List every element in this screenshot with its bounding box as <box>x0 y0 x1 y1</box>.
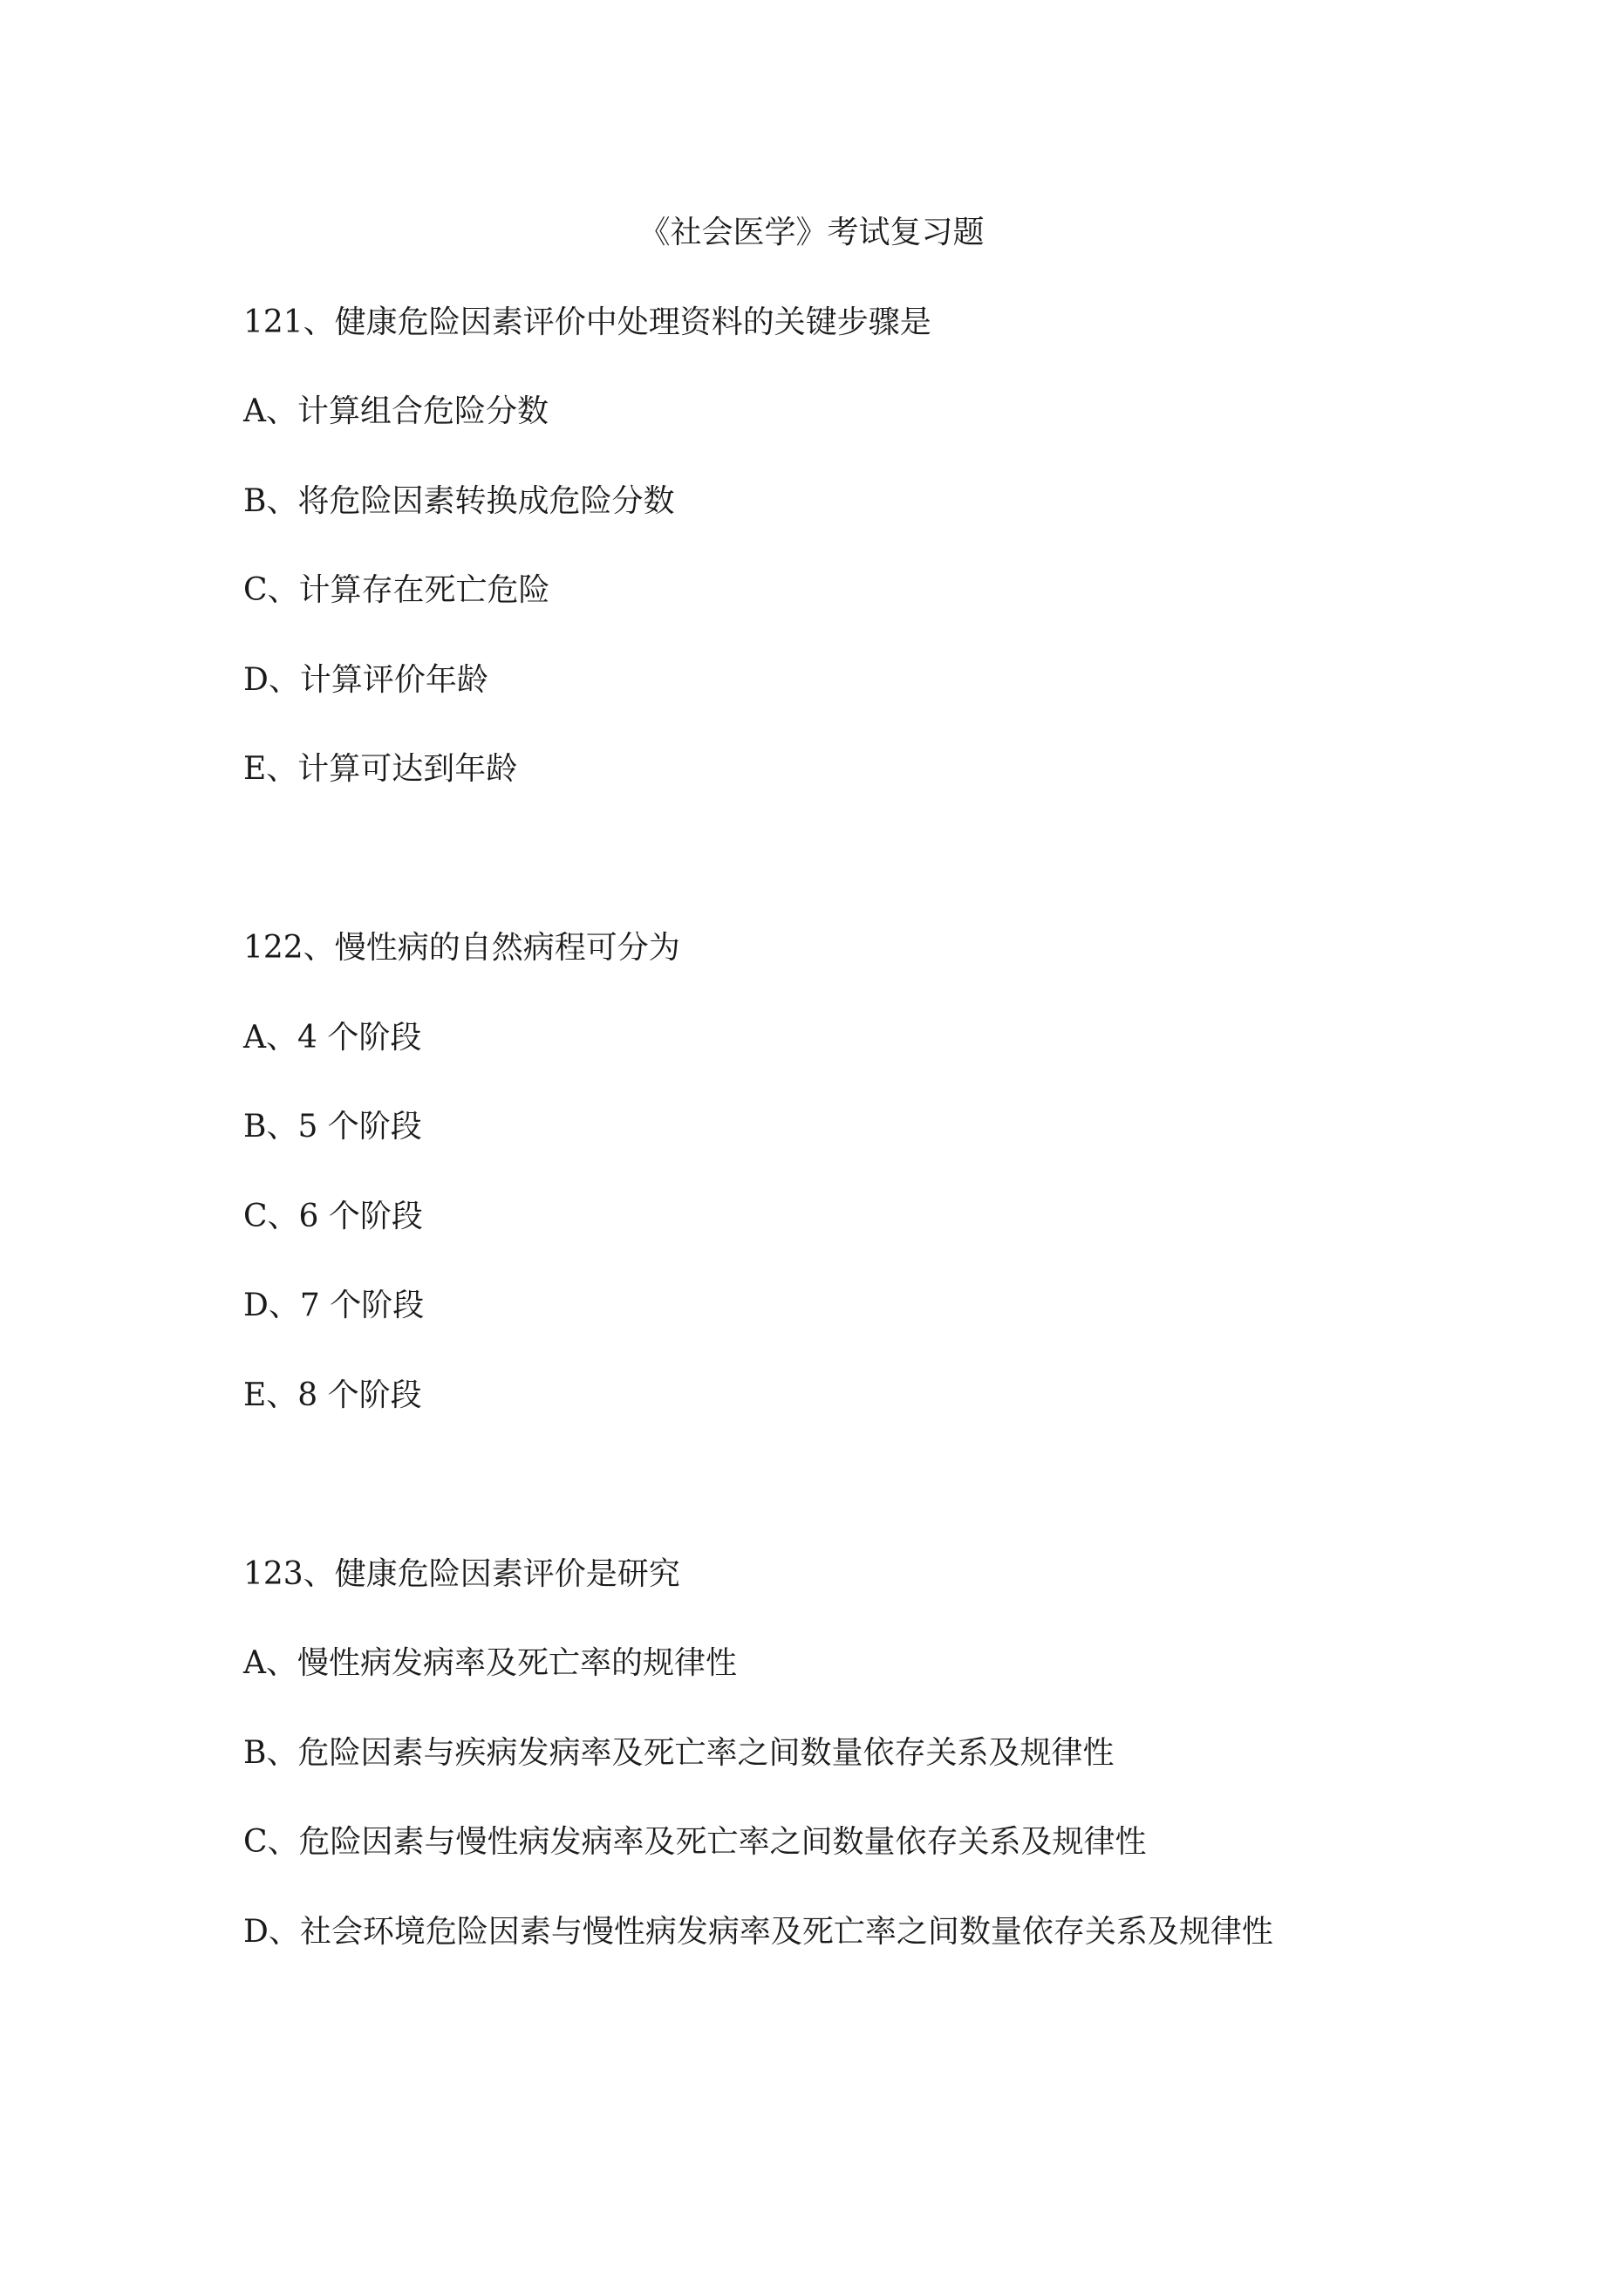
option-d: D、7 个阶段 <box>243 1288 425 1323</box>
option-b: B、5 个阶段 <box>243 1109 422 1145</box>
option-c: C、6 个阶段 <box>243 1198 423 1234</box>
question-stem: 122、慢性病的自然病程可分为 <box>243 930 680 966</box>
option-e: E、8 个阶段 <box>243 1377 422 1413</box>
question-121 <box>0 278 1623 815</box>
question-stem: 123、健康危险因素评价是研究 <box>243 1555 680 1592</box>
option-c: C、危险因素与慢性病发病率及死亡率之间数量依存关系及规律性 <box>243 1824 1147 1860</box>
question-123 <box>0 1530 1623 1978</box>
document-title: 《社会医学》考试复习题 <box>638 215 985 250</box>
option-d: D、社会环境危险因素与慢性病发病率及死亡率之间数量依存关系及规律性 <box>243 1913 1273 1950</box>
option-a: A、4 个阶段 <box>243 1019 422 1056</box>
option-a: A、计算组合危险分数 <box>243 393 549 429</box>
option-c: C、计算存在死亡危险 <box>243 572 550 608</box>
option-a: A、慢性病发病率及死亡率的规律性 <box>243 1645 737 1681</box>
question-122 <box>0 904 1623 1440</box>
option-e: E、计算可达到年龄 <box>243 751 518 787</box>
option-b: B、将危险因素转换成危险分数 <box>243 482 675 519</box>
option-d: D、计算评价年龄 <box>243 661 488 698</box>
option-b: B、危险因素与疾病发病率及死亡率之间数量依存关系及规律性 <box>243 1734 1115 1771</box>
question-stem: 121、健康危险因素评价中处理资料的关键步骤是 <box>243 304 931 340</box>
